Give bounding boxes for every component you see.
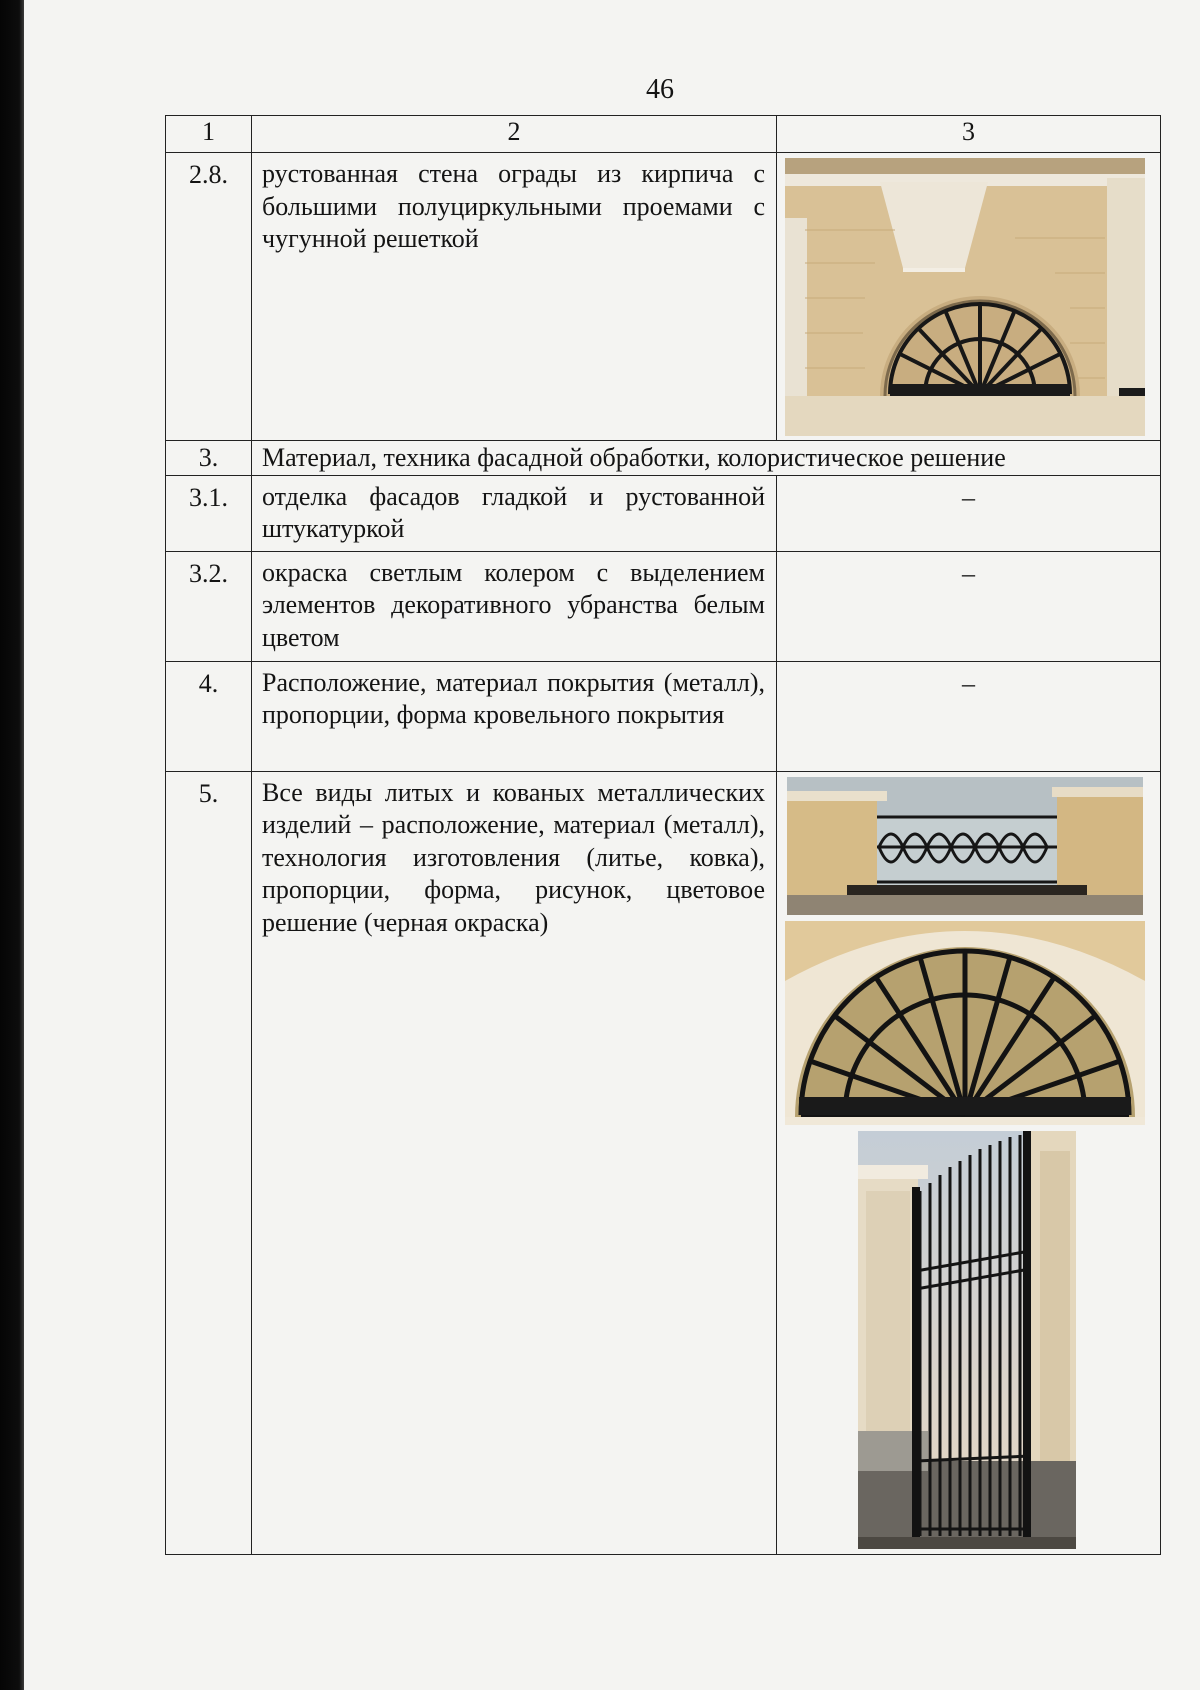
row-number: 3.2. (166, 551, 252, 661)
row-description: Расположение, материал покрытия (металл), пропорции, форма кровельного покрытия (252, 661, 777, 771)
table-row (166, 551, 1161, 661)
section-heading: Материал, техника фасадной обработки, колористическое решение (252, 441, 1161, 476)
row-number: 2.8. (166, 153, 252, 441)
row-description: Все виды литых и кованых металлических изделий – расположение, материал (металл), технология изготовления (литье, ковка), пропорции, форма, рисунок, цветовое решение (черная окраска) (252, 771, 777, 1555)
table-row (166, 441, 1161, 476)
row-image-cell (777, 771, 1161, 1555)
column-header: 2 (252, 116, 777, 153)
row-number: 4. (166, 661, 252, 771)
row-description: рустованная стена ограды из кирпича с большими полуциркульными проемами с чугунной решеткой (252, 153, 777, 441)
row-value: – (777, 661, 1161, 771)
row-number: 3. (166, 441, 252, 476)
photo-arched-opening (785, 158, 1145, 436)
row-value: – (777, 551, 1161, 661)
page-number: 46 (646, 74, 674, 105)
photo-semicircular-grille (785, 921, 1145, 1125)
photo-fence-grille-section (787, 777, 1143, 915)
row-description: окраска светлым колером с выделением элементов декоративного убранства белым цветом (252, 551, 777, 661)
table-row (166, 771, 1161, 1555)
table-row (166, 661, 1161, 771)
row-value: – (777, 475, 1161, 551)
photo-iron-gates (858, 1131, 1076, 1549)
table-header-row (166, 116, 1161, 153)
row-description: отделка фасадов гладкой и рустованной штукатуркой (252, 475, 777, 551)
scan-edge (0, 0, 24, 1690)
table-row (166, 153, 1161, 441)
row-image-cell (777, 153, 1161, 441)
table-row (166, 475, 1161, 551)
heritage-table (165, 115, 1161, 1555)
column-header: 3 (777, 116, 1161, 153)
row-number: 5. (166, 771, 252, 1555)
column-header: 1 (166, 116, 252, 153)
row-number: 3.1. (166, 475, 252, 551)
